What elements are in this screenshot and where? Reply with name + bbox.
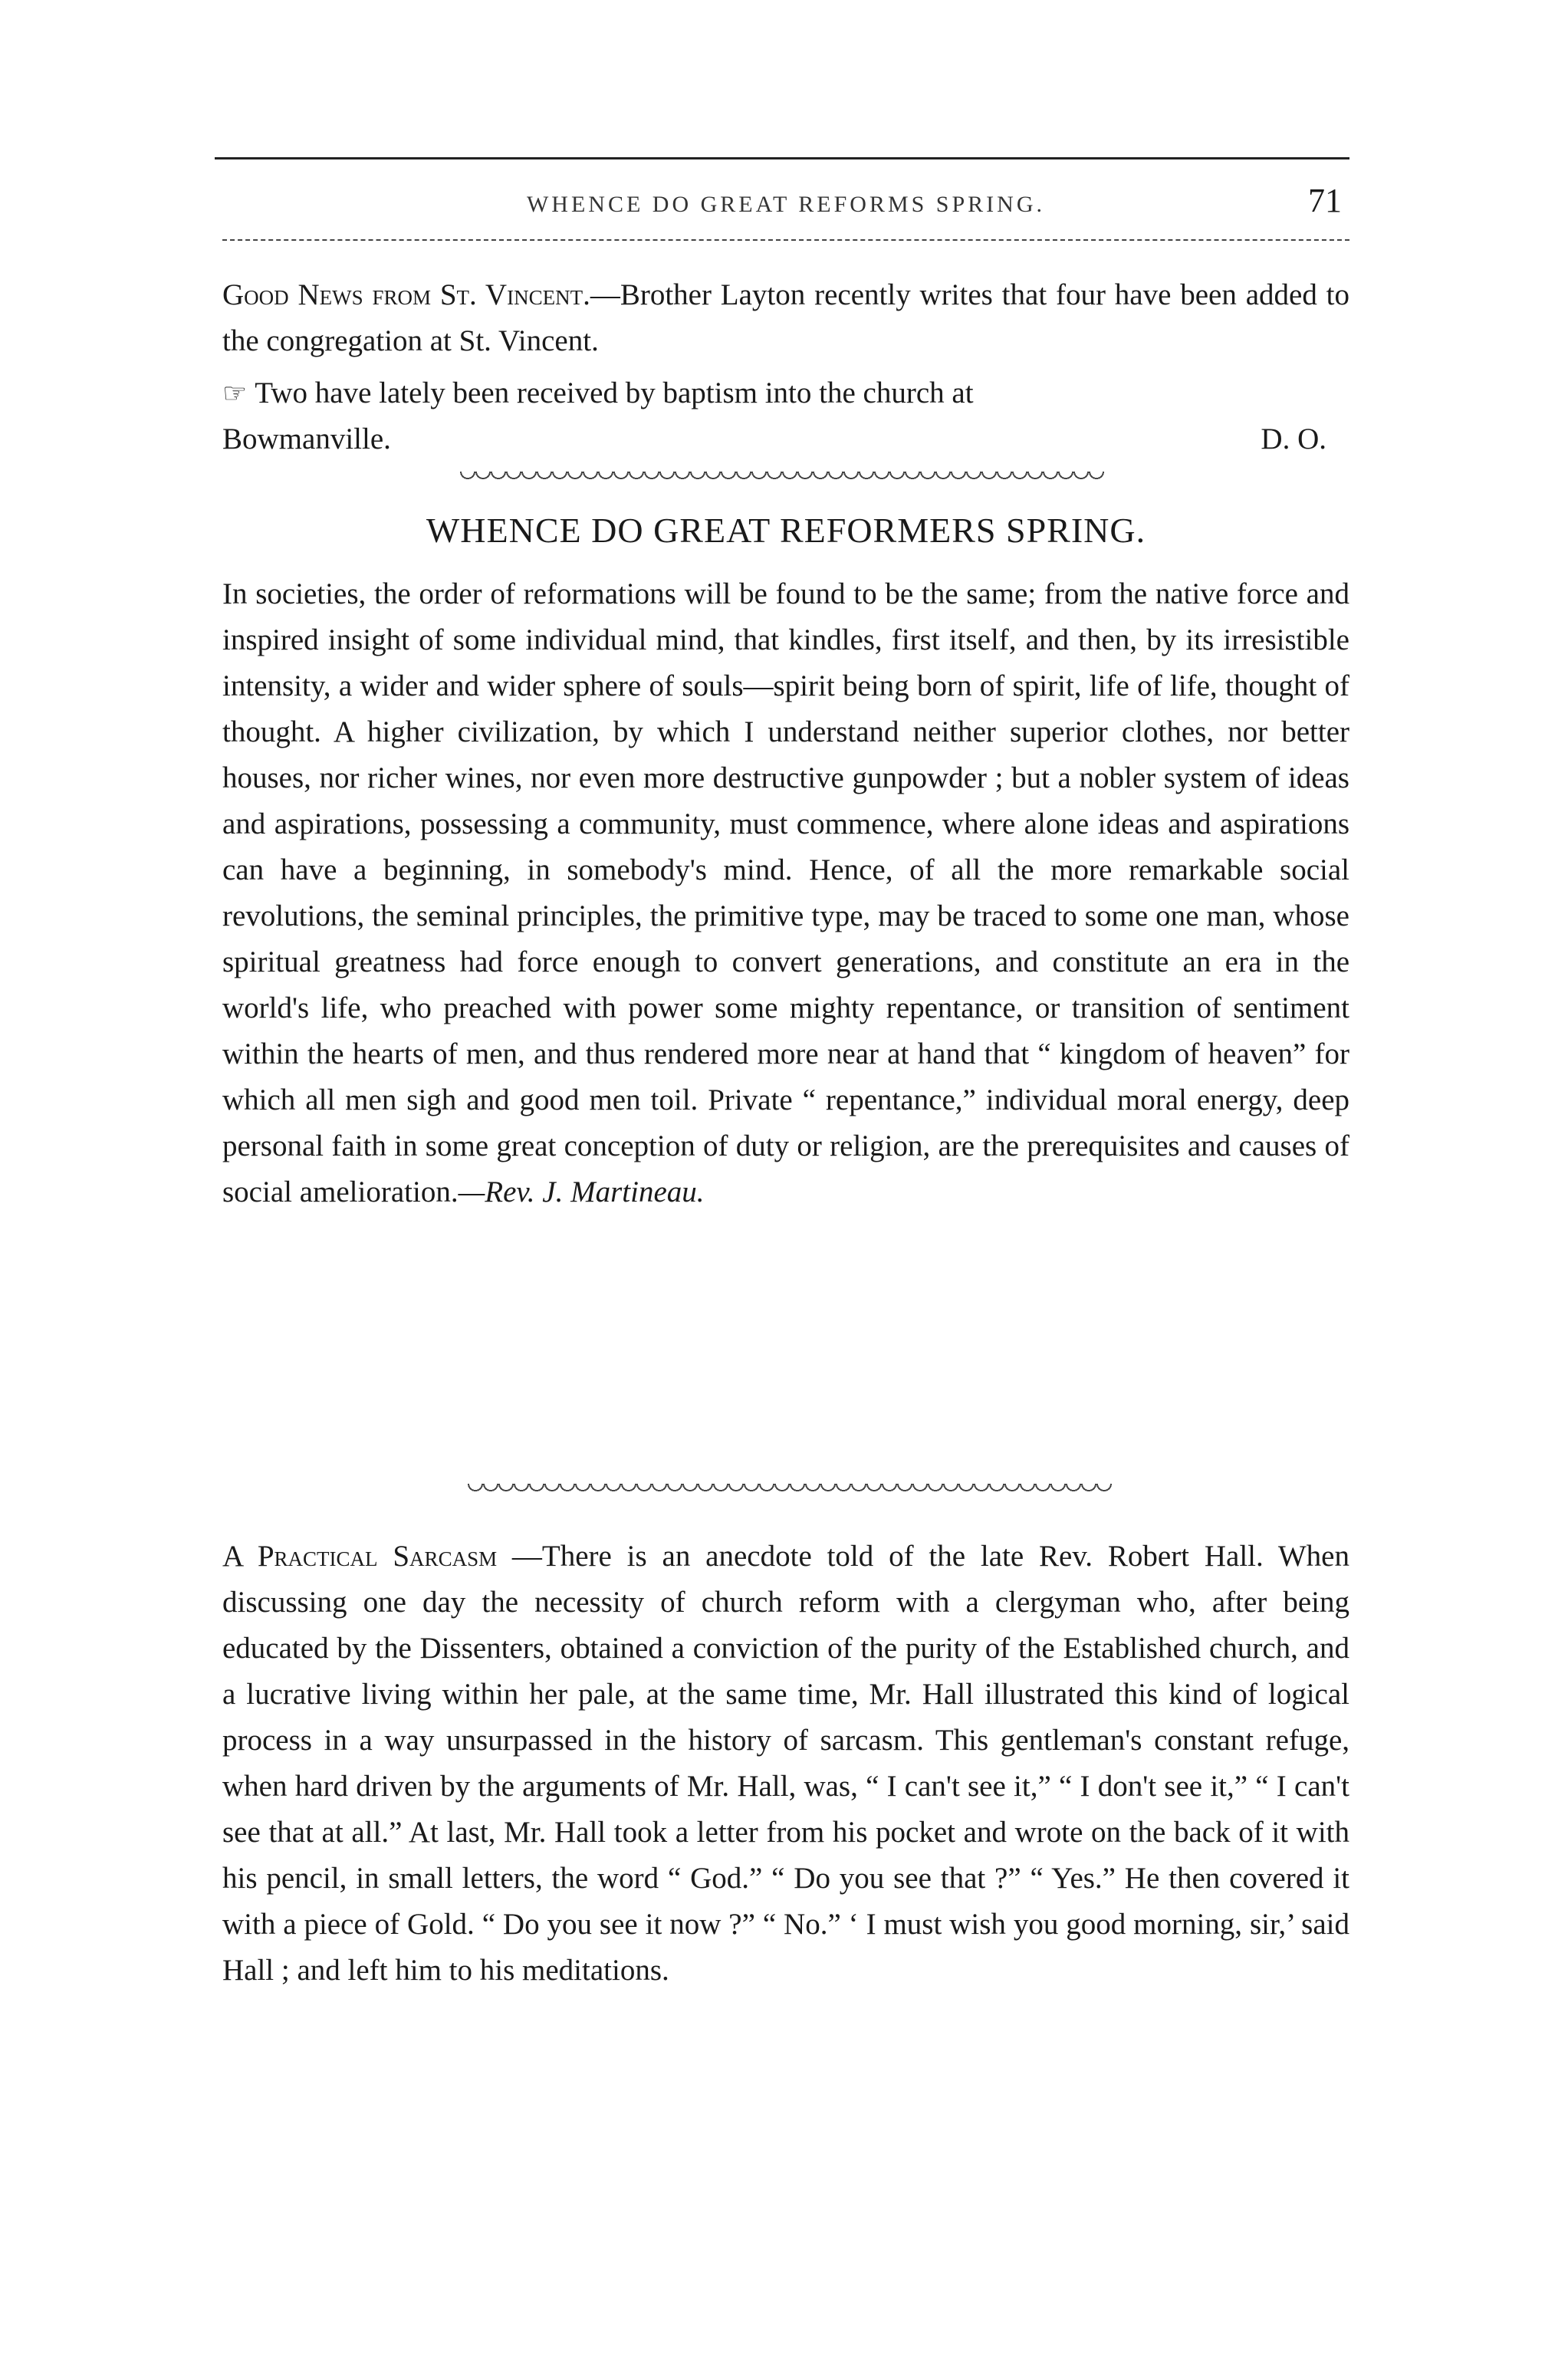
running-head	[222, 181, 1349, 227]
pointing-hand-icon: ☞	[222, 378, 248, 409]
wavy-divider	[468, 1484, 1112, 1499]
news-body: —Brother Layton recently writes that four have been added to the congregation at St. Vincent.	[222, 278, 1349, 357]
wavy-divider	[460, 472, 1104, 487]
header-dashed-rule	[222, 239, 1349, 241]
essay-attribution: —Rev. J. Martineau.	[458, 1175, 705, 1208]
news-title: Good News from St. Vincent.	[222, 278, 590, 311]
note-signature: D. O.	[1261, 422, 1326, 455]
running-title: WHENCE DO GREAT REFORMS SPRING.	[526, 192, 1045, 217]
anecdote-title: A Practical Sarcasm	[222, 1540, 498, 1573]
news-item	[222, 272, 1349, 364]
anecdote-body: —There is an anecdote told of the late Rev. Robert Hall. When discussing one day the necessity of church reform with a clergyman who, after being educated by the Dissenters, obtained a conviction of the purity of the Established church, and a lucrative living within her pale, at the same time, Mr. Hall illustrated this kind of logical process in a way unsurpassed in the history of sarcasm. This gentleman's constant refuge, when hard driven by the arguments of Mr. Hall, was, “ I can't see it,” “ I don't see it,” “ I can't see that at all.” At last, Mr. Hall took a letter from his pocket and wrote on the back of it with his pencil, in small letters, the word “ God.” “ Do you see that ?” “ Yes.” He then covered it with a piece of Gold. “ Do you see it now ?” “ No.” ‘ I must wish you good morning, sir,’ said Hall ; and left him to his meditations.	[222, 1540, 1349, 1987]
top-rule	[215, 157, 1349, 159]
essay-heading: WHENCE DO GREAT REFORMERS SPRING.	[426, 511, 1146, 550]
note-last-line: Bowmanville.	[222, 422, 391, 455]
baptism-note	[222, 370, 1349, 462]
essay	[222, 571, 1349, 1215]
page-number: 71	[1308, 182, 1342, 219]
anecdote	[222, 1534, 1349, 1994]
essay-body: In societies, the order of reformations will be found to be the same; from the native force and inspired insight of some individual mind, that kindles, first itself, and then, by its irresistible intensity, a wider and wider sphere of souls—spirit being born of spirit, life of life, thought of thought. A higher civilization, by which I understand neither superior clothes, nor better houses, nor richer wines, nor even more destructive gunpowder ; but a nobler system of ideas and aspirations, possessing a community, must commence, where alone ideas and aspirations can have a beginning, in somebody's mind. Hence, of all the more remarkable social revolutions, the seminal principles, the primitive type, may be traced to some one man, whose spiritual greatness had force enough to convert generations, and constitute an era in the world's life, who preached with power some mighty repentance, or transition of sentiment within the hearts of men, and thus rendered more near at hand that “ kingdom of heaven” for which all men sigh and good men toil. Private “ repentance,” individual moral energy, deep personal faith in some great conception of duty or religion, are the prerequisites and causes of social amelioration.	[222, 577, 1349, 1208]
note-body: Two have lately been received by baptism into the church at	[255, 376, 974, 409]
